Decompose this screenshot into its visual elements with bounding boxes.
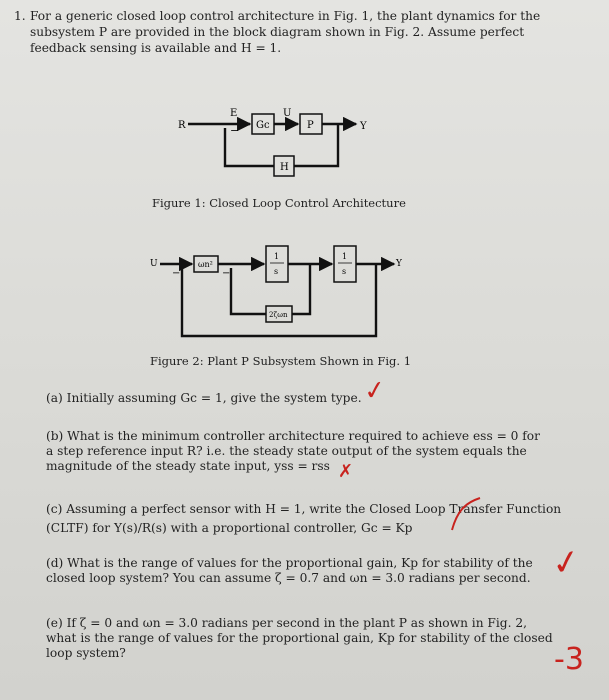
figure1-caption: Figure 1: Closed Loop Control Architecture	[152, 196, 406, 210]
part-b-line-2: a step reference input R? i.e. the steady state output of the system equals the	[46, 444, 527, 458]
part-e-line-2: what is the range of values for the proportional gain, Kp for stability of the closed	[46, 631, 553, 645]
fig1-plant-label: P	[307, 120, 314, 131]
fig2-int1-den: s	[274, 267, 279, 276]
grade-check-a: ✓	[362, 374, 388, 408]
fig2-int2-num: 1	[342, 252, 348, 261]
question-number: 1.	[14, 9, 26, 23]
grade-score: -3	[554, 642, 584, 677]
fig1-control-label: U	[283, 108, 292, 119]
question-line-1: For a generic closed loop control architecture in Fig. 1, the plant dynamics for the	[30, 9, 541, 23]
question-line-3: feedback sensing is available and H = 1.	[30, 41, 282, 55]
fig1-error-label: E	[230, 108, 238, 119]
fig1-minus-sign: −	[230, 124, 240, 137]
grade-cross-b: ✗	[338, 461, 354, 482]
fig2-gain-label: ωn²	[198, 260, 213, 269]
figure2-block-diagram	[146, 236, 408, 344]
fig1-input-label: R	[178, 120, 186, 131]
figure1-block-diagram	[170, 102, 370, 187]
part-e-line-3: loop system?	[46, 646, 126, 660]
part-b-line-3: magnitude of the steady state input, yss = rss	[46, 459, 330, 473]
part-d-line-1: (d) What is the range of values for the proportional gain, Kp for stability of the	[46, 556, 533, 570]
fig2-minus-sign-2: −	[222, 268, 231, 279]
figure2-caption: Figure 2: Plant P Subsystem Shown in Fig. 1	[150, 354, 412, 368]
part-e-line-1: (e) If ζ = 0 and ωn = 3.0 radians per second in the plant P as shown in Fig. 2,	[46, 616, 527, 630]
fig2-int1-num: 1	[274, 252, 280, 261]
fig2-int2-den: s	[342, 267, 347, 276]
fig2-feedback-gain-label: 2ζωn	[269, 311, 288, 319]
question-line-2: subsystem P are provided in the block diagram shown in Fig. 2. Assume perfect	[30, 25, 525, 39]
part-c-line-1: (c) Assuming a perfect sensor with H = 1, write the Closed Loop Transfer Function	[46, 502, 562, 516]
grade-slash-c	[434, 494, 484, 534]
part-d-line-2: closed loop system? You can assume ζ = 0.7 and ωn = 3.0 radians per second.	[46, 571, 531, 585]
fig2-input-label: U	[150, 259, 158, 269]
fig1-output-label: Y	[360, 121, 367, 132]
fig2-minus-sign-1: −	[172, 268, 181, 279]
part-b-line-1: (b) What is the minimum controller architecture required to achieve ess = 0 for	[46, 429, 540, 443]
fig1-sensor-label: H	[280, 162, 289, 173]
fig2-output-label: Y	[396, 259, 402, 269]
grade-check-d: ✓	[548, 540, 584, 586]
fig1-controller-label: Gc	[256, 120, 270, 131]
part-c-line-2: (CLTF) for Y(s)/R(s) with a proportional controller, Gc = Kp	[46, 521, 413, 535]
part-a-line-1: (a) Initially assuming Gc = 1, give the system type.	[46, 391, 362, 405]
